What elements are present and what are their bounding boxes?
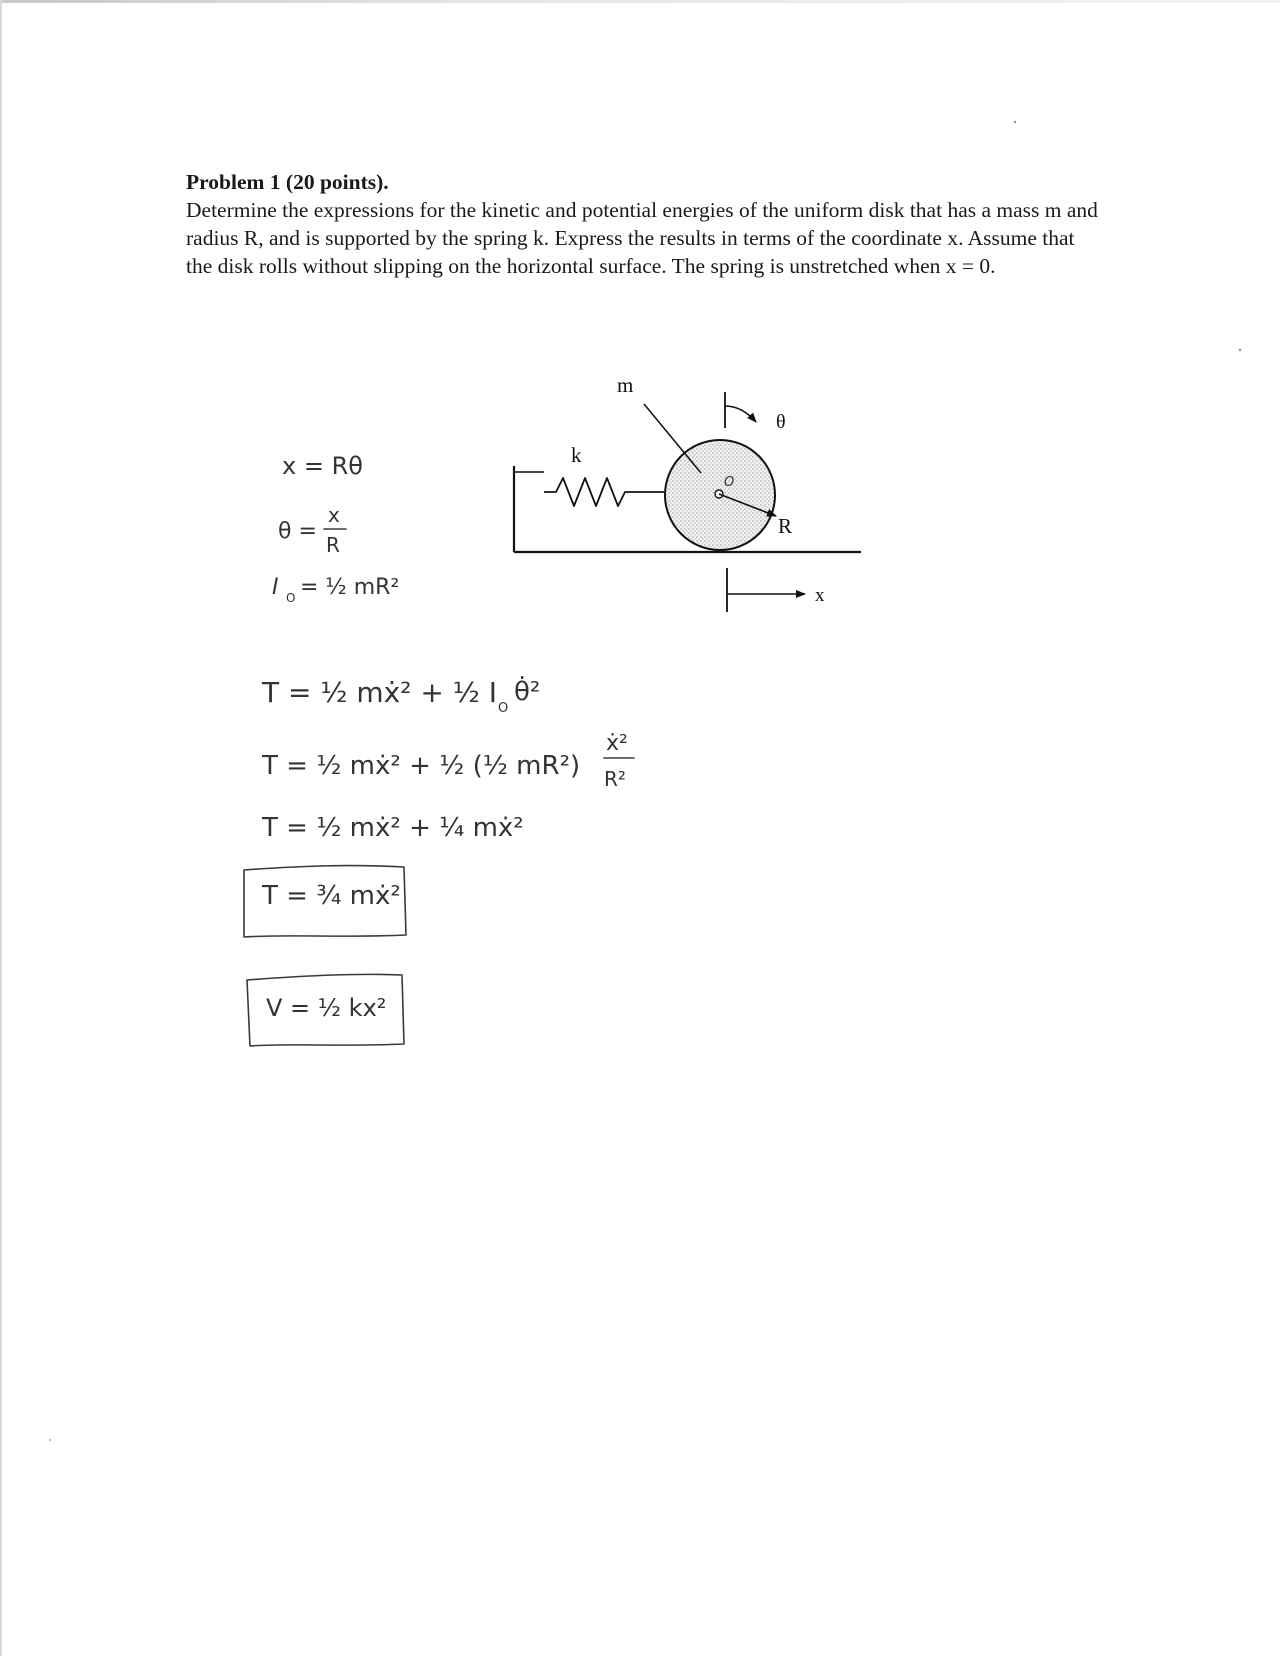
inertia-symbol: I [272,575,279,600]
theta-relation-numerator: x [328,503,340,527]
theta-arrow-icon [725,406,756,422]
scan-speck [49,1439,51,1441]
kinetic-line-2-denominator: R² [604,767,626,791]
radius-label: R [778,514,793,538]
problem-text: Determine the expressions for the kinetic and potential energies of the uniform disk that has a mass m and radius R, and is supported by the spring k. Express the results in terms of the coordinate x. Assume that the disk rolls without slipping on the horizontal surface. The spring is unstretched when x = 0. [186,198,1098,278]
inertia-subscript: O [286,591,296,605]
kinetic-line-1-subscript: O [498,701,509,716]
scan-speck [1014,121,1016,123]
center-label: O [724,475,735,490]
theta-relation-denominator: R [326,533,340,557]
kinetic-energy-derivation [244,674,634,937]
kinetic-line-1-tail: θ̇² [514,677,541,707]
coordinate-label: x [815,585,825,606]
angle-label: θ [776,411,786,433]
kinetic-energy-result: T = ¾ mẋ² [262,881,401,911]
potential-energy-result-group [247,974,404,1046]
kinetic-line-3: T = ½ mẋ² + ¼ mẋ² [262,813,524,843]
inertia-relation-rhs: = ½ mR² [300,575,400,600]
rolling-relation: x = Rθ [282,452,363,480]
potential-energy-result: V = ½ kx² [266,994,387,1022]
problem-heading: Problem 1 (20 points). [186,170,389,194]
theta-relation-lhs: θ = [278,519,317,544]
kinetic-line-2: T = ½ mẋ² + ½ (½ mR²) [262,751,581,781]
handwritten-relations [272,452,399,605]
kinetic-line-1: T = ½ mẋ² + ½ I [262,676,498,709]
mass-pointer-line [644,404,701,473]
mass-label: m [617,373,634,397]
disk-spring-figure [514,373,861,612]
scan-speck [1239,349,1241,351]
spring-icon [544,478,664,506]
spring-label: k [571,443,582,467]
kinetic-line-2-numerator: ẋ² [606,731,628,756]
